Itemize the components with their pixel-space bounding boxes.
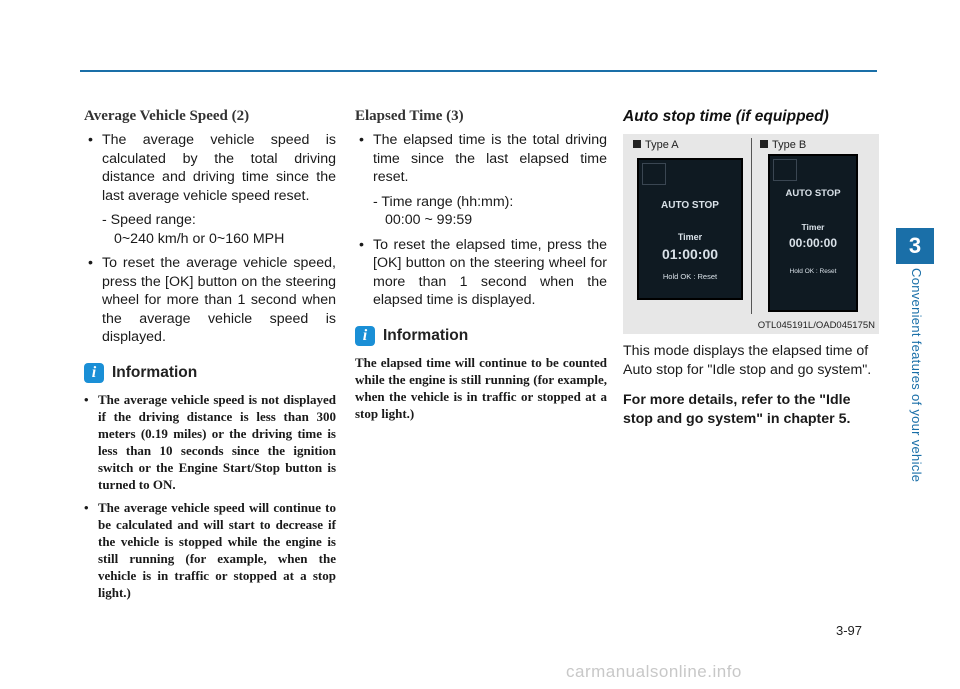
bullet-text: The average vehicle speed is calculated by the total driving distance and driving time since the last average vehicle speed reset. [102,132,336,204]
figure-caption: OTL045191L/OAD045175N [757,320,875,331]
list-item [84,254,336,347]
sub-item-value: 00:00 ~ 99:59 [385,212,473,228]
info-icon: i [84,363,104,383]
section-heading: Average Vehicle Speed (2) [84,108,250,124]
section-heading: Elapsed Time (3) [355,108,464,124]
sub-item: - Speed range: [102,212,196,228]
column-average-speed [84,108,336,607]
screen-footer: Hold OK : Reset [662,272,718,281]
screen-footer: Hold OK : Reset [789,268,837,275]
body-paragraph: This mode displays the elapsed time of Auto stop for "Idle stop and go system". [623,343,872,378]
screen-label: Timer [801,222,825,232]
screen-title: AUTO STOP [661,200,719,211]
chapter-tab: 3 [896,228,934,264]
sub-list [373,193,607,230]
section-heading: Auto stop time (if equipped) [623,108,829,125]
column-elapsed-time [355,108,607,422]
screen-time: 00:00:00 [788,236,838,250]
info-icon: i [355,326,375,346]
screen-title: AUTO STOP [785,188,841,199]
type-b-text: Type B [772,139,807,151]
bullet-text: The elapsed time is the total driving time since the last elapsed time reset. [373,132,607,185]
bullet-list [355,131,607,310]
cluster-screen-type-a [637,158,743,300]
bullet-text: To reset the elapsed time, press the [OK] button on the steering wheel for more than 1 second when the elapsed time is displayed. [373,236,607,308]
information-title: Information [383,326,469,344]
chapter-title: Convenient features of your vehicle [909,268,924,483]
screen-time: 01:00:00 [661,246,719,262]
sub-item-value: 0~240 km/h or 0~160 MPH [114,230,285,247]
cluster-figure [623,134,879,334]
cluster-screen-type-b [768,154,858,312]
list-item: • The average vehicle speed will continue to be calculated and will start to decrease if the vehicle is stopped while the engine is still running (for example, when the vehicle is in traffic or stopped at a stop light.) [84,499,336,601]
bullet-list [84,131,336,347]
column-auto-stop-time [623,108,879,428]
bullet-text: To reset the average vehicle speed, press the [OK] button on the steering wheel for more than 1 second when the average vehicle speed is displayed. [102,255,336,345]
information-header [84,363,336,383]
information-list [84,391,336,601]
page-number: 3-97 [836,623,863,638]
information-text: The elapsed time will continue to be counted while the engine is still running (for example, when the vehicle is in traffic or stopped at a stop light.) [355,354,607,421]
screen-corner-box [642,163,666,185]
list-item [355,131,607,230]
list-item [84,131,336,248]
type-a-label [633,139,679,151]
type-a-text: Type A [645,139,679,151]
watermark: carmanualsonline.info [566,662,742,681]
square-bullet-icon [633,140,641,148]
information-header [355,326,607,346]
screen-corner-box [773,159,797,181]
sub-list [102,211,336,248]
list-item [355,236,607,310]
information-title: Information [112,363,198,381]
sub-item: - Time range (hh:mm): [373,193,514,210]
reference-paragraph: For more details, refer to the "Idle stop and go system" in chapter 5. [623,392,851,427]
square-bullet-icon [760,140,768,148]
top-rule [80,70,877,72]
figure-divider [751,138,752,314]
list-item: • The average vehicle speed is not displayed if the driving distance is less than 300 meters (0.19 miles) or the driving time is less than 10 seconds since the ignition switch or the Engine Start/Stop button is turned to ON. [84,391,336,493]
type-b-label [760,139,806,151]
screen-label: Timer [677,232,703,242]
